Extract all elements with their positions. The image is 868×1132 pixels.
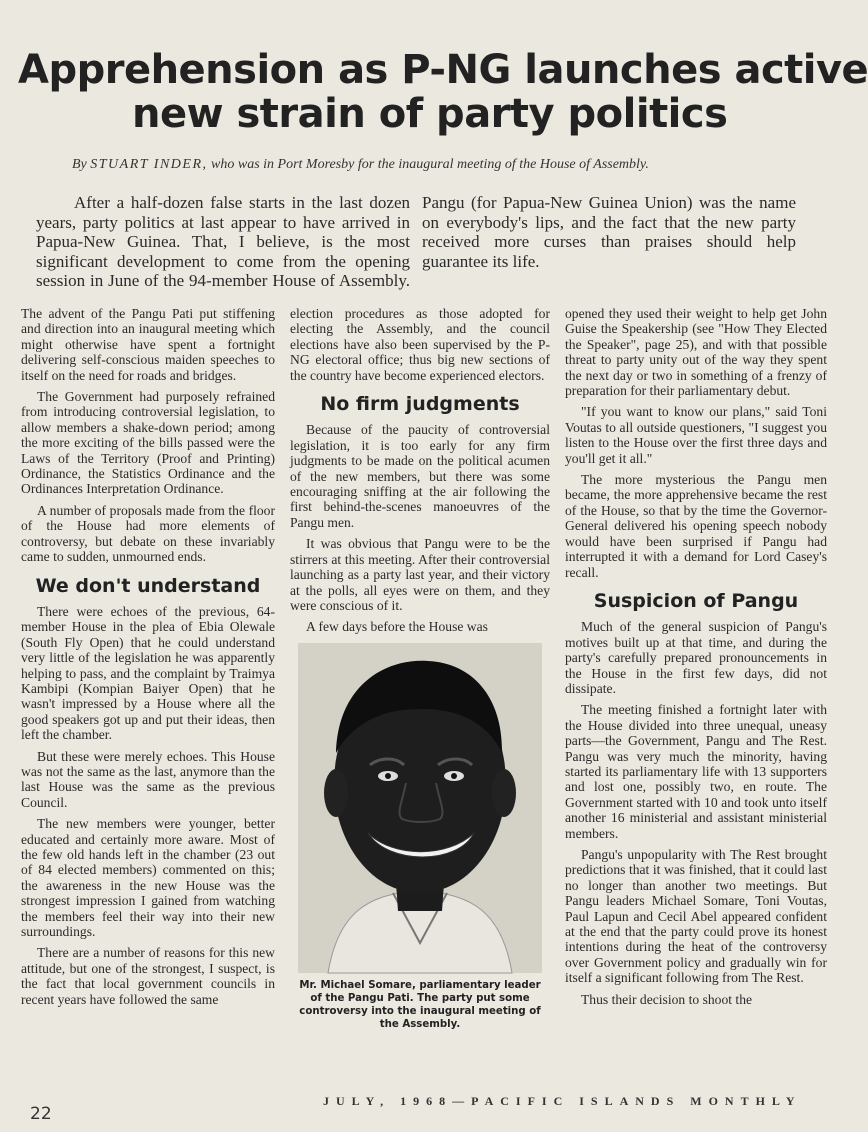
paragraph: Thus their decision to shoot the xyxy=(581,991,753,1007)
paragraph: A few days before the House was xyxy=(306,619,488,635)
paragraph: Much of the general suspicion of Pangu's motives built up at that time, and during the party's carefully prepared pronouncements in the House in the first few days, did not dissipate. xyxy=(565,619,827,696)
paragraph: The more mysterious the Pangu men became, the more apprehensive became the rest of the House, so that by the time the Governor-General delivered his opening speech nobody would have been surprised if Pangu had interrupted it with a demand for Lord Casey's recall. xyxy=(565,472,827,580)
paragraph: election procedures as those adopted for electing the Assembly, and the council elections have also been supervised by the P-NG electoral office; thus big new sections of the country have become experienced electors. xyxy=(290,306,550,383)
headline-line-1: Apprehension as P-NG launches active xyxy=(18,47,868,93)
portrait-photo xyxy=(298,643,542,973)
paragraph: But these were merely echoes. This House was not the same as the last, anymore than the last House was the same as the previous Council. xyxy=(21,748,275,810)
intro-paragraph xyxy=(36,193,796,291)
paragraph: A number of proposals made from the floor of the House had more elements of controversy, but debate on these invariably came to sudden, unmourned ends. xyxy=(21,502,275,565)
paragraph: The new members were younger, better educated and certainly more aware. Most of the few old hands left in the chamber (23 out of 84 elected members) commented on this; the awareness in the new House was the strongest impression I gained from watching the members feel their way into their new surroundings. xyxy=(21,816,275,940)
paragraph: opened they used their weight to help get John Guise the Speakership (see "How They Elected the Speaker", page 25), and with that possible threat to party unity out of the way they spent the next day or two in something of a frenzy of preparation for their parliamentary debut. xyxy=(565,306,827,399)
paragraph: The meeting finished a fortnight later with the House divided into three unequal, uneasy parts—the Government, Pangu and The Rest. Pangu was very much the minority, having started its parliamentary life with 13 supporters and lost one, possibly two, en route. The Government started with 10 and took unto itself another 16 ministerial and assistant ministerial members. xyxy=(565,702,827,841)
column-1 xyxy=(21,306,275,1013)
photo-caption: Mr. Michael Somare, parliamentary leader of the Pangu Pati. The party put some controversy into the inaugural meeting of the Assembly. xyxy=(299,979,541,1030)
headline xyxy=(18,47,868,137)
column-3 xyxy=(565,306,827,1013)
portrait-illustration xyxy=(298,643,542,973)
subhead-we-dont-understand: We don't understand xyxy=(35,574,261,597)
paragraph: There are a number of reasons for this new attitude, but one of the strongest, I suspect, is the fact that local government councils in recent years have followed the same xyxy=(21,945,275,1007)
paragraph: The advent of the Pangu Pati put stiffening and direction into an inaugural meeting which might otherwise have spent a fortnight delivering self-conscious maiden speeches to itself on the need for roads and bridges. xyxy=(21,306,275,383)
intro-text: After a half-dozen false starts in the last dozen years, party politics at last appear to have arrived in Papua-New Guinea. That, I believe, is the most significant development to come from the opening session in June of the 94-member House of Assembly. Pangu (for Papua-New Guinea Union) was the name on everybody's lips, and the fact that the new party received more curses than praises should help guarantee its life. xyxy=(36,193,796,290)
byline-author: STUART INDER, xyxy=(90,157,208,172)
subhead-no-firm-judgments: No firm judgments xyxy=(320,393,520,416)
subhead-suspicion-of-pangu: Suspicion of Pangu xyxy=(593,589,799,612)
byline-rest: who was in Port Moresby for the inaugural meeting of the House of Assembly. xyxy=(207,157,649,172)
paragraph: "If you want to know our plans," said Toni Voutas to all outside questioners, "I suggest you listen to the House over the first three days and you'll get it all." xyxy=(565,404,827,466)
headline-line-2: new strain of party politics xyxy=(132,91,728,137)
column-3-inner xyxy=(565,306,827,1007)
paragraph: Because of the paucity of controversial legislation, it is too early for any firm judgments to be made on the political acumen of the new members, but there was some encouraging sniffing at the air following the first behind-the-scenes manoeuvres of the Pangu men. xyxy=(290,422,550,530)
paragraph: The Government had purposely refrained from introducing controversial legislation, to allow members a shake-down period; among the more exciting of the bills passed were the Laws of the Territory (Proof and Printing) Ordinance, the Statistics Ordinance and the Ordinances Interpretation Ordinance. xyxy=(21,389,275,497)
paragraph: There were echoes of the previous, 64-member House in the plea of Ebia Olewale (South Fly Open) that he could understand very little of the legislation he was apparently helping to pass, and the complaint by Traimya Kambipi (Kompian Baiyer Open) that he wasn't impressed by a House where all the good speakers got up and put their ideas, then left the chamber. xyxy=(21,603,275,743)
running-footer: JULY, 1968—PACIFIC ISLANDS MONTHLY xyxy=(323,1094,802,1108)
page-number: 22 xyxy=(30,1104,52,1124)
column-2 xyxy=(290,306,550,1031)
paragraph: Pangu's unpopularity with The Rest brought predictions that it was finished, that it could last no longer than another two meetings. But Pangu leaders Michael Somare, Toni Voutas, Paul Lapun and Cecil Abel appeared confident at the end that the party could prove its honest intentions during the heat of the controversy over Government policy and gradually win for itself a significant following from The Rest. xyxy=(565,847,827,986)
paragraph: It was obvious that Pangu were to be the stirrers at this meeting. After their controversial launching as a party last year, and their victory at the polls, all eyes were on them, and they were conscious of it. xyxy=(290,536,550,613)
byline-prefix: By xyxy=(72,157,91,172)
byline xyxy=(72,157,792,173)
